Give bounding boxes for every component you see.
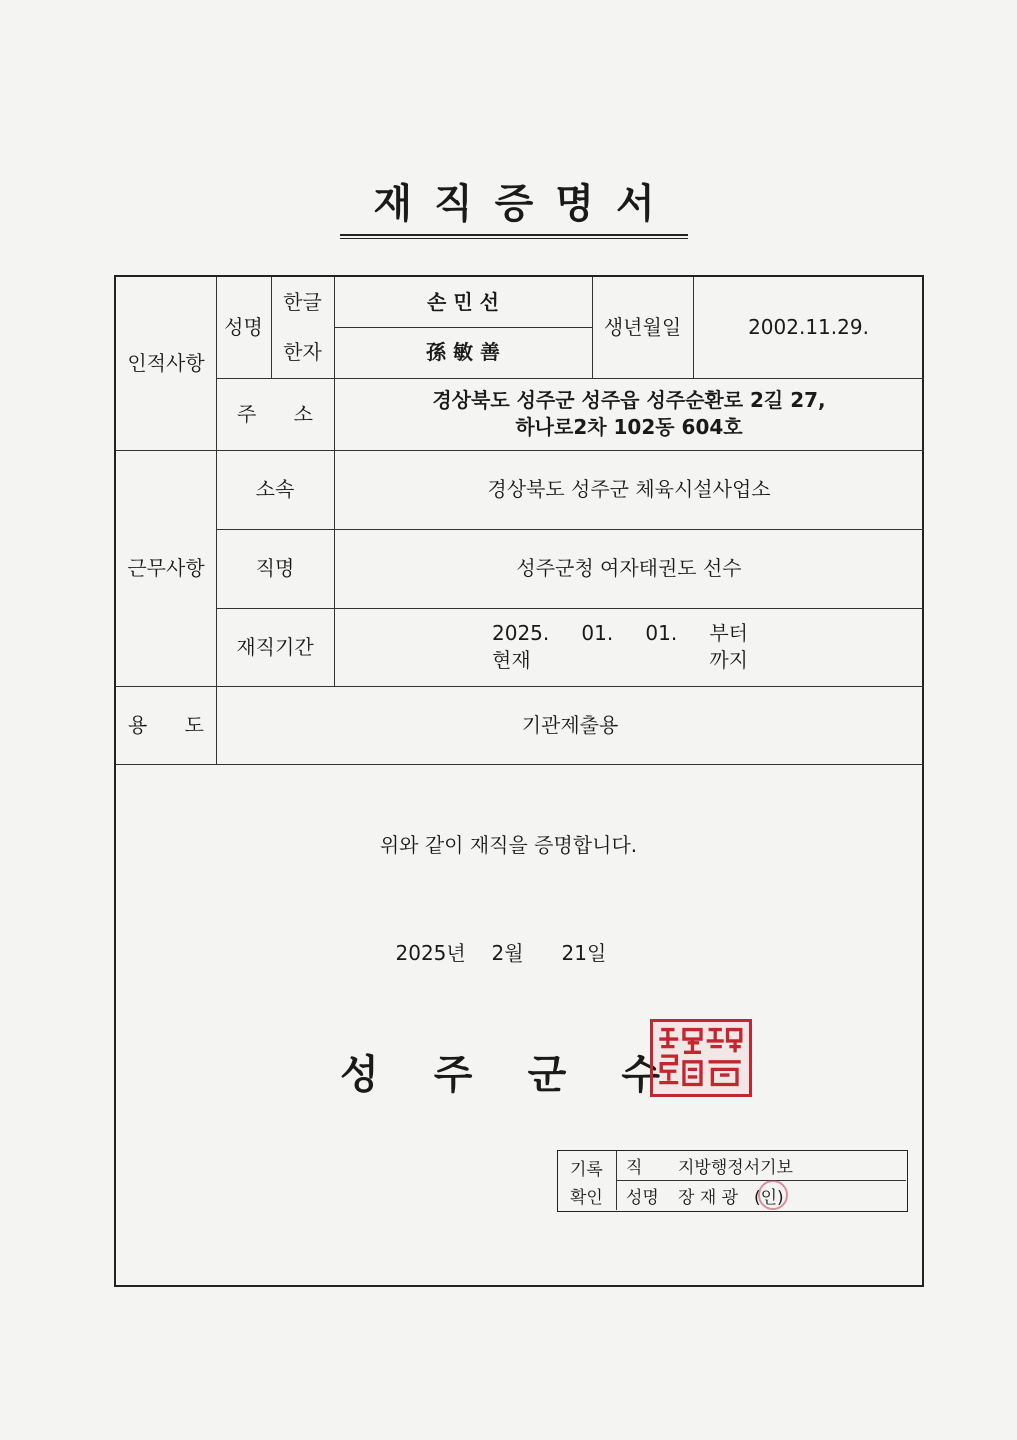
address-line-1: 경상북도 성주군 성주읍 성주순환로 2길 27,: [432, 388, 826, 412]
document-title-block: [340, 178, 688, 239]
address-label-part: 소: [293, 401, 313, 426]
record-confirmation-box: [557, 1150, 908, 1212]
issuer-char: 주: [433, 1052, 473, 1098]
affiliation-label: 소속: [255, 477, 295, 501]
issuer-name: [340, 1043, 660, 1100]
purpose-value: 기관제출용: [521, 712, 619, 737]
period-label: 재직기간: [236, 634, 314, 659]
record-title-label: 직: [626, 1158, 643, 1178]
period-start-year: 2025.: [492, 621, 550, 645]
period-from: 부터: [709, 621, 748, 645]
birth-value: 2002.11.29.: [748, 315, 869, 339]
divider: [116, 764, 924, 765]
issuer-char: 군: [527, 1052, 567, 1098]
position-label: 직명: [255, 556, 295, 580]
name-label: 성명: [224, 315, 263, 339]
birth-label: 생년월일: [603, 315, 682, 339]
record-name-label: 성명: [626, 1188, 659, 1208]
address-label-part: 주: [237, 401, 257, 426]
period-end: 현재: [492, 648, 531, 672]
address-line-2: 하나로2차 102동 604호: [515, 415, 743, 439]
purpose-label-part: 용: [128, 712, 148, 737]
hanja-label: 한자: [283, 340, 322, 364]
address-label: [216, 378, 334, 450]
certificate-frame: [114, 275, 924, 1287]
affiliation-value: 경상북도 성주군 체육시설사업소: [487, 477, 771, 501]
certification-statement: 위와 같이 재직을 증명합니다.: [379, 833, 638, 857]
document-title: 재직증명서: [373, 181, 677, 227]
work-section-label: 근무사항: [127, 555, 205, 580]
issue-date-year: 2025년: [395, 941, 466, 965]
record-title-value: 지방행정서기보: [678, 1158, 793, 1178]
period-end-row: [492, 647, 748, 674]
period-start-day: 01.: [645, 621, 678, 645]
period-to: 까지: [709, 648, 748, 672]
issuer-char: 성: [340, 1052, 379, 1098]
record-name-value: 장 재 광: [678, 1188, 739, 1208]
record-seal-mark: (인): [754, 1188, 784, 1208]
period-start-month: 01.: [581, 621, 614, 645]
purpose-label: [116, 686, 216, 764]
period-start-row: [492, 620, 748, 647]
issue-date: [0, 937, 1017, 966]
issue-date-month: 2월: [491, 941, 524, 965]
name-hanja-value: 孫 敏 善: [426, 340, 500, 364]
period-value: [334, 608, 924, 686]
title-underline: [340, 234, 688, 236]
record-label-bottom: 확인: [570, 1187, 603, 1208]
hangul-label: 한글: [283, 289, 322, 314]
official-seal-icon: [650, 1019, 752, 1097]
position-value: 성주군청 여자태권도 선수: [516, 556, 742, 580]
issue-date-day: 21일: [561, 941, 607, 965]
title-underline-secondary: [340, 238, 688, 239]
address-value: [334, 378, 924, 450]
name-hangul-value: 손 민 선: [427, 289, 499, 314]
personal-section-label: 인적사항: [127, 351, 205, 375]
issuer-char: 수: [621, 1052, 660, 1098]
purpose-label-part: 도: [184, 712, 204, 737]
personal-seal-icon: [758, 1180, 788, 1210]
record-label-top: 기록: [570, 1159, 603, 1180]
